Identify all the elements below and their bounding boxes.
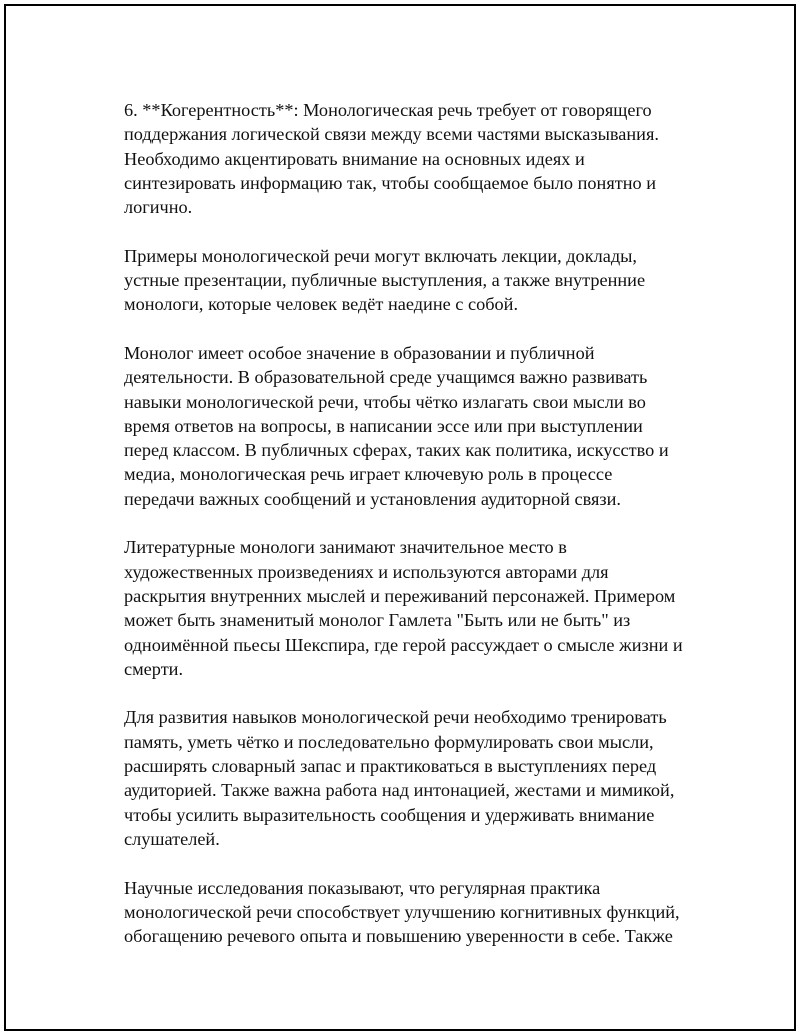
page-frame: [4, 4, 796, 1031]
page-body: [124, 98, 709, 948]
paragraph-research: Научные исследования показывают, что регулярная практика монологической речи способствует улучшению когнитивных функций, обогащению речевого опыта и повышению уверенности в себе. Также: [124, 877, 680, 947]
paragraph-examples: Примеры монологической речи могут включать лекции, доклады, устные презентации, публичные выступления, а также внутренние монологи, которые человек ведёт наедине с собой.: [124, 245, 646, 315]
paragraph-literature: Литературные монологи занимают значительное место в художественных произведениях и используются авторами для раскрытия внутренних мыслей и переживаний персонажей. Примером может быть знаменитый монолог Гамлета "Быть или не быть" из одноимённой пьесы Шекспира, где герой рассуждает о смысле жизни и смерти.: [124, 537, 683, 679]
paragraph-education: Монолог имеет особое значение в образовании и публичной деятельности. В образовательной среде учащимся важно развивать навыки монологической речи, чтобы чётко излагать свои мысли во время ответов на вопросы, в написании эссе или при выступлении перед классом. В публичных сферах, таких как политика, искусство и медиа, монологическая речь играет ключевую роль в процессе передачи важных сообщений и установления аудиторной связи.: [124, 342, 669, 509]
paragraph-coherence: 6. **Когерентность**: Монологическая речь требует от говорящего поддержания логической связи между всеми частями высказывания. Необходимо акцентировать внимание на основных идеях и синтезировать информацию так, чтобы сообщаемое было понятно и логично.: [124, 100, 659, 218]
paragraph-skills: Для развития навыков монологической речи необходимо тренировать память, уметь чётко и последовательно формулировать свои мысли, расширять словарный запас и практиковаться в выступлениях перед аудиторией. Также важна работа над интонацией, жестами и мимикой, чтобы усилить выразительность сообщения и удерживать внимание слушателей.: [124, 707, 675, 849]
